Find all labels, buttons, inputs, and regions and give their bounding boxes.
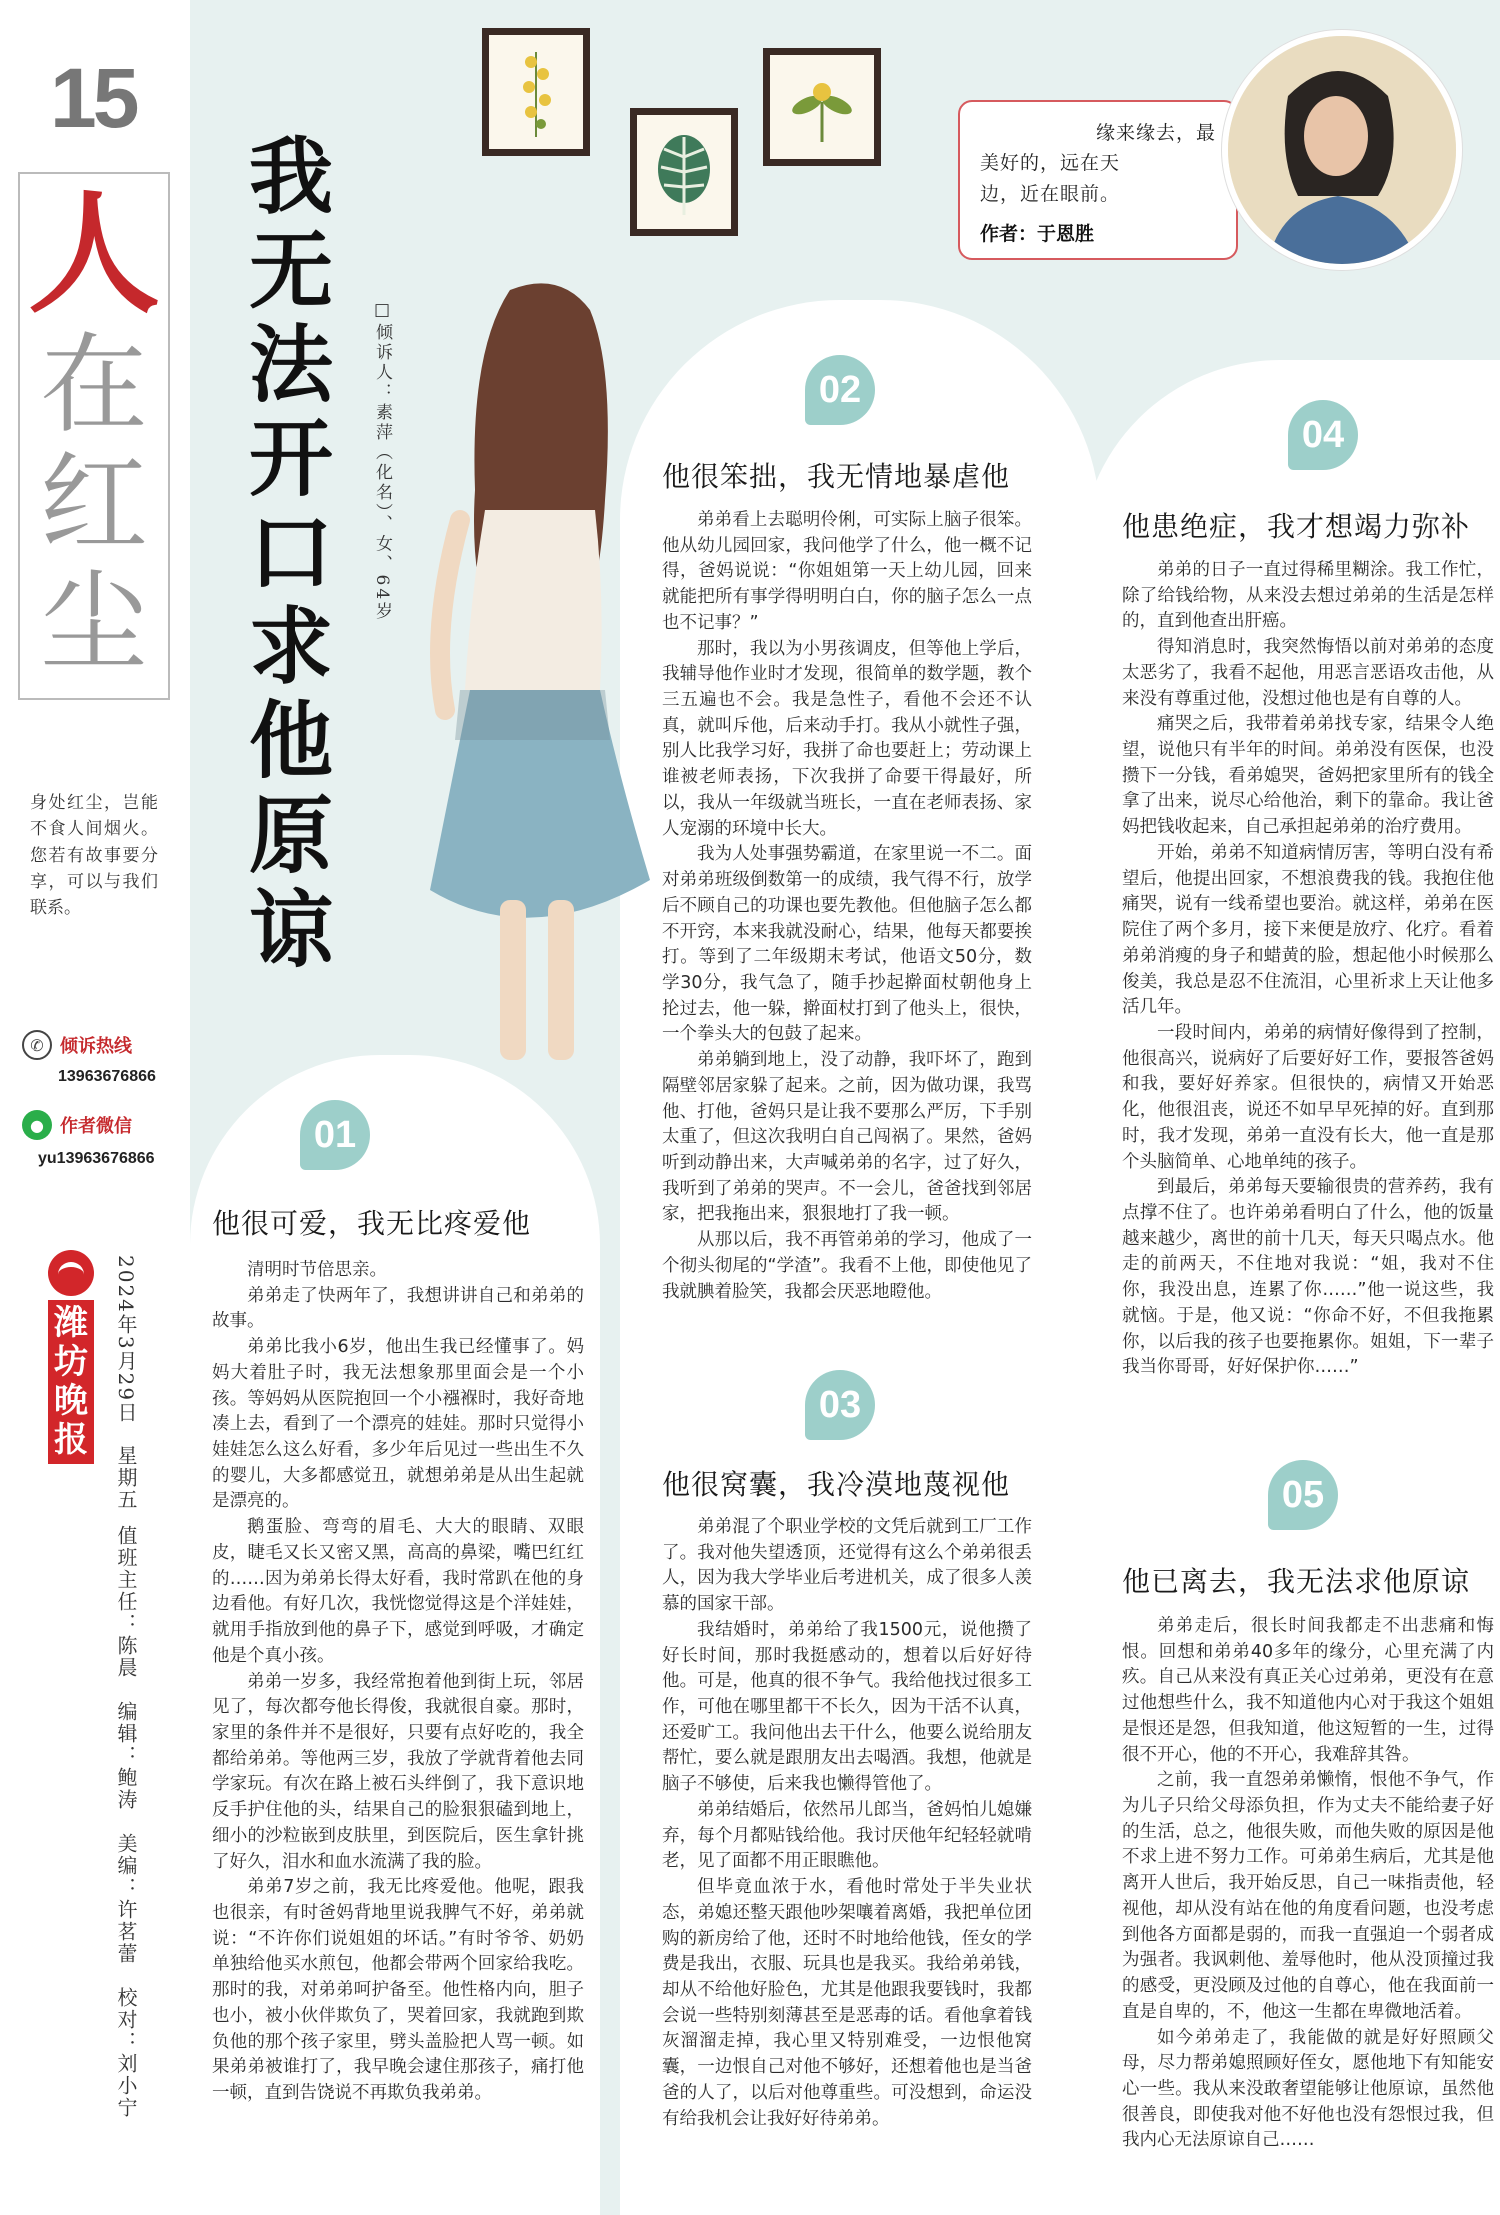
headline-char: 无 xyxy=(248,222,333,321)
paragraph: 弟弟走了快两年了，我想讲讲自己和弟弟的故事。 xyxy=(212,1285,584,1332)
paragraph: 弟弟的日子一直过得稀里糊涂。我工作忙，除了给钱给物，从来没去想过弟弟的生活是怎样的，直到他查出肝癌。 xyxy=(1122,560,1494,632)
author-quote-line: 美好的，远在天 xyxy=(980,152,1121,175)
wall-frame-plant xyxy=(763,48,881,166)
headline-char: 法 xyxy=(248,316,333,415)
section-body xyxy=(212,1258,584,2208)
issue-date: 2024年3月29日 xyxy=(114,1255,138,1425)
teller-credit: □倾诉人：素萍（化名）、女、64岁 xyxy=(372,300,392,623)
section-marker-05: 05 xyxy=(1268,1460,1338,1530)
author-quote-line: 缘来缘去，最 xyxy=(1095,122,1216,144)
author-quote xyxy=(980,118,1216,209)
section-body xyxy=(662,508,1032,1370)
section-title: 他已离去，我无法求他原谅 xyxy=(1122,1565,1471,1598)
plant-icon xyxy=(782,67,862,147)
headline-char: 开 xyxy=(248,410,333,509)
flower-branch-icon xyxy=(501,42,571,142)
paragraph: 之前，我一直怨弟弟懒惰，恨他不争气，作为儿子只给父母添负担，作为丈夫不能给妻子好的生活，总之，他很失败，而他失败的原因是他不求上进不努力工作。可弟弟生病后，尤其是他离开人世后，我开始反思，自己一味指责他，轻视他，却从没有站在他的角度看问题，也没考虑到他各方面都是弱的，而我一直强迫一个弱者成为强者。我讽刺他、羞辱他时，他从没顶撞过我的感受，更没顾及过他的自尊心，他在我面前一直是自卑的，不，他这一生都在卑微地活着。 xyxy=(1122,1770,1494,2022)
wechat-id: yu13963676866 xyxy=(38,1150,155,1167)
paragraph: 弟弟结婚后，依然吊儿郎当，爸妈怕儿媳嫌弃，每个月都贴钱给他。我讨厌他年纪轻轻就啃老，见了面都不用正眼瞧他。 xyxy=(662,1799,1032,1872)
column-blurb: 身处红尘，岂能不食人间烟火。您若有故事要分享，可以与我们联系。 xyxy=(30,793,158,919)
section-body xyxy=(1122,558,1494,1428)
headline-char: 口 xyxy=(248,504,333,603)
column-title-char: 尘 xyxy=(39,560,148,686)
paragraph: 那时，我以为小男孩调皮，但等他上学后，我辅导他作业时才发现，很简单的数学题，教个三五遍也不会。我是急性子，看他不会还不认真，就叫斥他，后来动手打。我从小就性子强，别人比我学习好，我拼了命也要赶上；劳动课上谁被老师表扬，下次我拼了命要干得最好，所以，我从一年级就当班长，一直在老师表扬、家人宠溺的环境中长大。 xyxy=(662,638,1032,839)
leaf-icon xyxy=(649,127,719,217)
newspaper-emblem-icon xyxy=(48,1250,94,1296)
paragraph: 弟弟看上去聪明伶俐，可实际上脑子很笨。他从幼儿园回家，我问他学了什么，他一概不记得，爸妈说说：“你姐姐第一天上幼儿园，回来就能把所有事学得明明白白，你的脑子怎么一点也不记事？” xyxy=(662,510,1032,633)
newspaper-name-char: 坊 xyxy=(54,1342,88,1383)
paragraph: 开始，弟弟不知道病情厉害，等明白没有希望后，他提出回家，不想浪费我的钱。我抱住他痛哭，说有一线希望也要治。就这样，弟弟在医院住了两个多月，接下来便是放疗、化疗。看着弟弟消瘦的身子和蜡黄的脸，想起他小时候那么俊美，我总是忍不住流泪，心里祈求上天让他多活几年。 xyxy=(1122,842,1494,1018)
wechat-label: 作者微信 xyxy=(60,1116,132,1137)
section-marker-01: 01 xyxy=(300,1100,370,1170)
section-marker-04: 04 xyxy=(1288,400,1358,470)
paragraph: 弟弟走后，很长时间我都走不出悲痛和悔恨。回想和弟弟40多年的缘分，心里充满了内疚。自己从来没有真正关心过弟弟，更没有在意过他想些什么，我不知道他内心对于我这个姐姐是恨还是怨，但我知道，他这短暂的一生，过得很不开心，他的不开心，我难辞其咎。 xyxy=(1122,1616,1494,1765)
author-card xyxy=(958,100,1238,260)
issue-weekday: 星期五 xyxy=(114,1445,138,1511)
author-portrait-icon xyxy=(1228,36,1456,264)
paragraph: 鹅蛋脸、弯弯的眉毛、大大的眼睛、双眼皮，睫毛又长又密又黑，高高的鼻梁，嘴巴红红的……因为弟弟长得太好看，我时常趴在他的身边看他。有好几次，我恍惚觉得这是个洋娃娃，就用手指放到他的鼻子下，感觉到呼吸，才确定他是个真小孩。 xyxy=(212,1517,584,1666)
paragraph: 但毕竟血浓于水，看他时常处于半失业状态，弟媳还整天跟他吵架嚷着离婚，我把单位团购的新房给了他，还时不时地给他钱，侄女的学费是我出，衣服、玩具也是我买。我给弟弟钱，却从不给他好脸色，尤其是他跟我要钱时，我都会说一些特别刻薄甚至是恶毒的话。看他拿着钱灰溜溜走掉，我心里又特别难受，一边恨他窝囊，一边恨自己对他不够好，还想着他也是当爸爸的人了，以后对他尊重些。可没想到，命运没有给我机会让我好好待弟弟。 xyxy=(662,1877,1032,2129)
column-title xyxy=(22,177,166,686)
headline-char: 谅 xyxy=(248,880,333,979)
hotline-number: 13963676866 xyxy=(58,1068,156,1085)
article-headline xyxy=(236,130,346,977)
girl-illustration xyxy=(400,270,670,1070)
phone-icon: ✆ xyxy=(22,1030,52,1060)
column-title-char: 红 xyxy=(39,441,148,567)
headline-char: 我 xyxy=(248,128,333,226)
paragraph: 弟弟一岁多，我经常抱着他到街上玩，邻居见了，每次都夸他长得俊，我就很自豪。那时，家里的条件并不是很好，只要有点好吃的，我全都给弟弟。等他两三岁，我放了学就背着他去同学家玩。有次在路上被石头绊倒了，我下意识地反手护住他的头，结果自己的脸狠狠磕到地上，细小的沙粒嵌到皮肤里，到医院后，医生拿针挑了好久，泪水和血水流满了我的脸。 xyxy=(212,1671,584,1872)
newspaper-name-char: 潍 xyxy=(54,1303,88,1343)
paragraph: 一段时间内，弟弟的病情好像得到了控制，他很高兴，说病好了后要好好工作，要报答爸妈和我，要好好养家。但很快的，病情又开始恶化，他很沮丧，说还不如早早死掉的好。直到那时，我才发现，弟弟一直没有长大，他一直是那个头脑简单、心地单纯的孩子。 xyxy=(1122,1022,1494,1172)
paragraph: 弟弟混了个职业学校的文凭后就到工厂工作了。我对他失望透顶，还觉得有这么个弟弟很丢人，因为我大学毕业后考进机关，成了很多人羡慕的国家干部。 xyxy=(662,1517,1032,1615)
paragraph: 弟弟7岁之前，我无比疼爱他。他呢，跟我也很亲，有时爸妈背地里说我脾气不好，弟弟就说：“不许你们说姐姐的坏话。”有时爷爷、奶奶单独给他买水煎包，他都会带两个回家给我吃。那时的我，对弟弟呵护备至。他性格内向，胆子也小，被小伙伴欺负了，哭着回家，我就跑到欺负他的那个孩子家里，劈头盖脸把人骂一顿。如果弟弟被谁打了，我早晚会逮住那孩子，痛打他一顿，直到告饶说不再欺负我弟弟。 xyxy=(212,1877,584,2103)
wall-frame-flower xyxy=(482,28,590,156)
section-marker-02: 02 xyxy=(805,355,875,425)
column-title-char: 在 xyxy=(39,323,148,449)
section-title: 他很可爱，我无比疼爱他 xyxy=(212,1207,532,1240)
newspaper-name xyxy=(48,1300,94,1464)
newspaper-name-char: 晚 xyxy=(54,1381,88,1422)
paragraph: 我结婚时，弟弟给了我1500元，说他攒了好长时间，那时我挺感动的，想着以后好好待他。可是，他真的很不争气。我给他找过很多工作，可他在哪里都干不长久，因为干活不认真，还爱旷工。我问他出去干什么，他要么说给朋友帮忙，要么就是跟朋友出去喝酒。我想，他就是脑子不够使，后来我也懒得管他了。 xyxy=(662,1619,1032,1795)
paragraph: 弟弟躺到地上，没了动静，我吓坏了，跑到隔壁邻居家躲了起来。之前，因为做功课，我骂他、打他，爸妈只是让我不要那么严厉，下手别太重了，但这次我明白自己闯祸了。果然，爸妈听到动静出来，大声喊弟弟的名字，过了好久，我听到了弟弟的哭声。不一会儿，爸爸找到邻居家，把我拖出来，狠狠地打了我一顿。 xyxy=(662,1050,1032,1225)
paragraph: 从那以后，我不再管弟弟的学习，他成了一个彻头彻尾的“学渣”。我看不上他，即使他见了我就腆着脸笑，我都会厌恶地瞪他。 xyxy=(662,1230,1032,1302)
hotline-label: 倾诉热线 xyxy=(60,1036,132,1057)
section-body xyxy=(662,1515,1032,2208)
author-name: 作者：于恩胜 xyxy=(980,223,1095,246)
column-title-char: 人 xyxy=(28,177,160,332)
wall-frame-leaf xyxy=(630,108,738,236)
section-marker-03: 03 xyxy=(805,1370,875,1440)
paragraph: 弟弟比我小6岁，他出生我已经懂事了。妈妈大着肚子时，我无法想象那里面会是一个小孩。等妈妈从医院抱回一个小襁褓时，我好奇地凑上去，看到了一个漂亮的娃娃。那时只觉得小娃娃怎么这么好看，多少年后见过一些出生不久的婴儿，大多都感觉丑，就想弟弟是从出生起就是漂亮的。 xyxy=(212,1337,584,1512)
section-title: 他患绝症，我才想竭力弥补 xyxy=(1122,510,1471,543)
paragraph: 得知消息时，我突然悔悟以前对弟弟的态度太恶劣了，我看不起他，用恶言恶语攻击他，从来没有尊重过他，没想过他也是有自尊的人。 xyxy=(1122,637,1494,709)
author-photo xyxy=(1222,30,1462,270)
wechat-icon: ● xyxy=(22,1110,52,1140)
section-title: 他很窝囊，我冷漠地蔑视他 xyxy=(662,1468,1011,1501)
paragraph: 我为人处事强势霸道，在家里说一不二。面对弟弟班级倒数第一的成绩，我气得不行，放学后不顾自己的功课也要先教他。但他脑子怎么都不开窍，本来我就没耐心，结果，他每天都要挨打。等到了二年级期末考试，他语文50分，数学30分，我气急了，随手抄起擀面杖朝他身上抡过去，他一躲，擀面杖打到了他头上，很快，一个拳头大的包鼓了起来。 xyxy=(662,844,1032,1045)
wechat-label-row xyxy=(22,1110,132,1140)
page-number: 15 xyxy=(50,51,136,145)
headline-char: 他 xyxy=(248,692,333,791)
column-sidebar xyxy=(0,0,180,2215)
hotline-label-row xyxy=(22,1030,132,1060)
newspaper-name-char: 报 xyxy=(54,1420,88,1461)
author-quote-line: 边，近在眼前。 xyxy=(980,182,1121,205)
newspaper-logo xyxy=(48,1250,94,1464)
staff-credits: 值班主任：陈晨 编辑：鲍涛 美编：许茗蕾 校对：刘小宁 xyxy=(114,1525,138,2119)
paragraph: 到最后，弟弟每天要输很贵的营养药，我有点撑不住了。也许弟弟看明白了什么，他的饭量越来越少，离世的前十几天，每天只喝点水。他走的前两天，不住地对我说：“姐，我对不住你，我没出息，连累了你……”他一说这些，我就恼。于是，他又说：“你命不好，不但我拖累你，以后我的孩子也要拖累你。姐姐，下一辈子我当你哥哥，好好保护你……” xyxy=(1122,1177,1494,1378)
headline-char: 原 xyxy=(248,786,333,885)
section-title: 他很笨拙，我无情地暴虐他 xyxy=(662,460,1011,493)
paragraph: 如今弟弟走了，我能做的就是好好照顾父母，尽力帮弟媳照顾好侄女，愿他地下有知能安心一些。我从来没敢奢望能够让他原谅，虽然他很善良，即使我对他不好他也没有怨恨过我，但我内心无法原谅自己…… xyxy=(1122,2027,1494,2151)
section-body xyxy=(1122,1614,1494,2208)
paragraph: 痛哭之后，我带着弟弟找专家，结果令人绝望，说他只有半年的时间。弟弟没有医保，也没攒下一分钱，看弟媳哭，爸妈把家里所有的钱全拿了出来，说尽心给他治，剩下的靠命。我让爸妈把钱收起来，自己承担起弟弟的治疗费用。 xyxy=(1122,714,1494,838)
headline-char: 求 xyxy=(248,598,333,697)
paragraph: 清明时节倍思亲。 xyxy=(247,1260,387,1280)
